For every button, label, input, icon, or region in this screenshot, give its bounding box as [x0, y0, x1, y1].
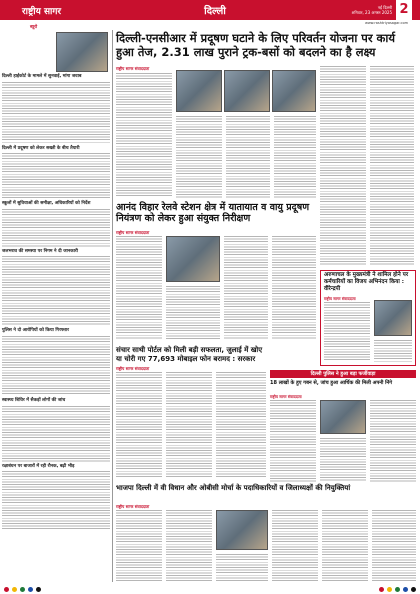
second-headline: आनंद विहार रेलवे स्टेशन क्षेत्र में यातायात व वायु प्रदूषण नियंत्रण को लेकर हुआ संयुक्त निरीक्षण [116, 202, 310, 225]
police-byline: राष्ट्रीय सागर संवाददाता [270, 394, 302, 399]
footer-dot [403, 587, 408, 592]
footer-dots-right [379, 587, 416, 592]
footer-dot [28, 587, 33, 592]
second-text-col-4 [272, 236, 316, 340]
bottom-photo [216, 510, 268, 550]
section-title: दिल्ली [204, 6, 226, 17]
footer-dot [4, 587, 9, 592]
second-text-col-2 [166, 286, 220, 340]
left-blurb-4: जलभराव की समस्या पर निगम ने दी जानकारी [2, 248, 78, 254]
masthead [0, 0, 420, 20]
left-column-divider [112, 30, 113, 582]
page-number: 2 [396, 0, 412, 20]
third-headline: संचार साथी पोर्टल को मिली बड़ी सफलता, जुलाई में खोए या चोरी गए 77,693 मोबाइल फोन बरामद : सरकार [116, 346, 263, 363]
website-line: www.rashtriyasagar.com [364, 21, 408, 25]
date-line-1: नई दिल्ली [377, 5, 392, 10]
left-blurb-7: रक्षाबंधन पर बाजारों में रही रौनक, बढ़ी भीड़ [2, 463, 75, 469]
third-text-col-3 [216, 372, 266, 478]
left-blurb-6: स्वास्थ्य शिविर में सैकड़ों लोगों की जांच [2, 397, 66, 403]
left-blurb-1: दिल्ली हाईकोर्ट के मामले में सुनवाई, मांगा जवाब [2, 74, 82, 79]
left-column [2, 24, 110, 582]
lead-text-col-2 [176, 116, 222, 198]
lead-text-col-1 [116, 73, 172, 197]
right-text-2 [374, 340, 412, 362]
lead-photo-1 [176, 70, 222, 112]
left-text-4 [2, 256, 110, 326]
footer-dot [12, 587, 17, 592]
lead-text-col-3 [226, 116, 270, 198]
footer-dot [20, 587, 25, 592]
right-headline: अरुणाचल के मुख्यमंत्री ने शामिल होने पर कर्मचारियों का विजय अभिनंदन किया : वीरेन्द्रपी [324, 272, 409, 292]
footer-bar [0, 585, 420, 594]
lead-photo-2 [224, 70, 270, 112]
bottom-text-col-1 [116, 510, 162, 582]
left-blurb-3: स्कूलों में सुविधाओं की समीक्षा, अधिकारियों को निर्देश [2, 201, 91, 207]
lead-text-col-6 [370, 66, 414, 266]
right-byline: राष्ट्रीय सागर संवाददाता [324, 296, 356, 301]
bottom-text-col-6 [372, 510, 416, 582]
left-blurb-2: दिल्ली में प्रदूषण को लेकर सख्ती के बीच तैयारी [2, 145, 80, 151]
third-byline: राष्ट्रीय सागर संवाददाता [116, 366, 150, 371]
third-text-col-1 [116, 372, 162, 478]
left-blurb-5: पुलिस ने दो आरोपियों को किया गिरफ्तार [2, 328, 69, 334]
left-text-3 [2, 209, 110, 247]
date-box [302, 5, 392, 15]
bottom-headline: भाजपा दिल्ली में वी विधान और ओबीसी मोर्चा के पदाधिकारियों व जिलाध्यक्षों की नियुक्तियां [116, 484, 351, 492]
lead-photo-3 [272, 70, 316, 112]
police-headline: 18 लाखों के हुए गबन से, जांच हुआ आर्थिक की मिली अपनी निंगे [270, 380, 393, 386]
bottom-text-col-3 [216, 554, 268, 582]
footer-dot [36, 587, 41, 592]
left-kicker: ब्यूरो [30, 25, 38, 30]
left-text-6 [2, 406, 110, 462]
bottom-text-col-4 [272, 510, 318, 582]
bottom-text-col-2 [166, 510, 212, 582]
second-byline: राष्ट्रीय सागर संवाददाता [116, 230, 150, 235]
police-text-col-2 [320, 438, 366, 482]
right-text-1 [324, 302, 370, 362]
footer-dots-left [4, 587, 41, 592]
footer-dot [395, 587, 400, 592]
second-photo [166, 236, 220, 282]
left-text-1 [2, 82, 110, 144]
left-text-7 [2, 471, 110, 531]
second-text-col-1 [116, 236, 162, 340]
date-line-2: शनिवार, 23 अगस्त 2025 [351, 10, 392, 15]
police-tag: दिल्ली पुलिस ने हुआ बड़ा फर्जीवाड़ा [270, 370, 416, 378]
second-text-col-3 [224, 236, 268, 340]
bottom-text-col-5 [322, 510, 368, 582]
footer-dot [411, 587, 416, 592]
lead-text-col-5 [320, 66, 366, 266]
brand-title: राष्ट्रीय सागर [22, 6, 62, 17]
lead-headline: दिल्ली-एनसीआर में प्रदूषण घटाने के लिए परिवर्तन योजना पर कार्य हुआ तेज, 2.31 लाख पुराने ट्रक-बसों को बदलने का है लक्ष्य [116, 31, 396, 59]
footer-dot [387, 587, 392, 592]
lead-text-col-4 [274, 116, 316, 198]
lead-byline: राष्ट्रीय सागर संवाददाता [116, 66, 150, 71]
left-text-5 [2, 336, 110, 396]
third-text-col-2 [166, 372, 212, 478]
bottom-byline: राष्ट्रीय सागर संवाददाता [116, 504, 150, 509]
left-photo [56, 32, 108, 72]
footer-dot [379, 587, 384, 592]
police-photo [320, 400, 366, 434]
police-text-col-3 [370, 400, 416, 482]
right-photo [374, 300, 412, 336]
left-text-2 [2, 153, 110, 199]
police-text-col-1 [270, 400, 316, 482]
